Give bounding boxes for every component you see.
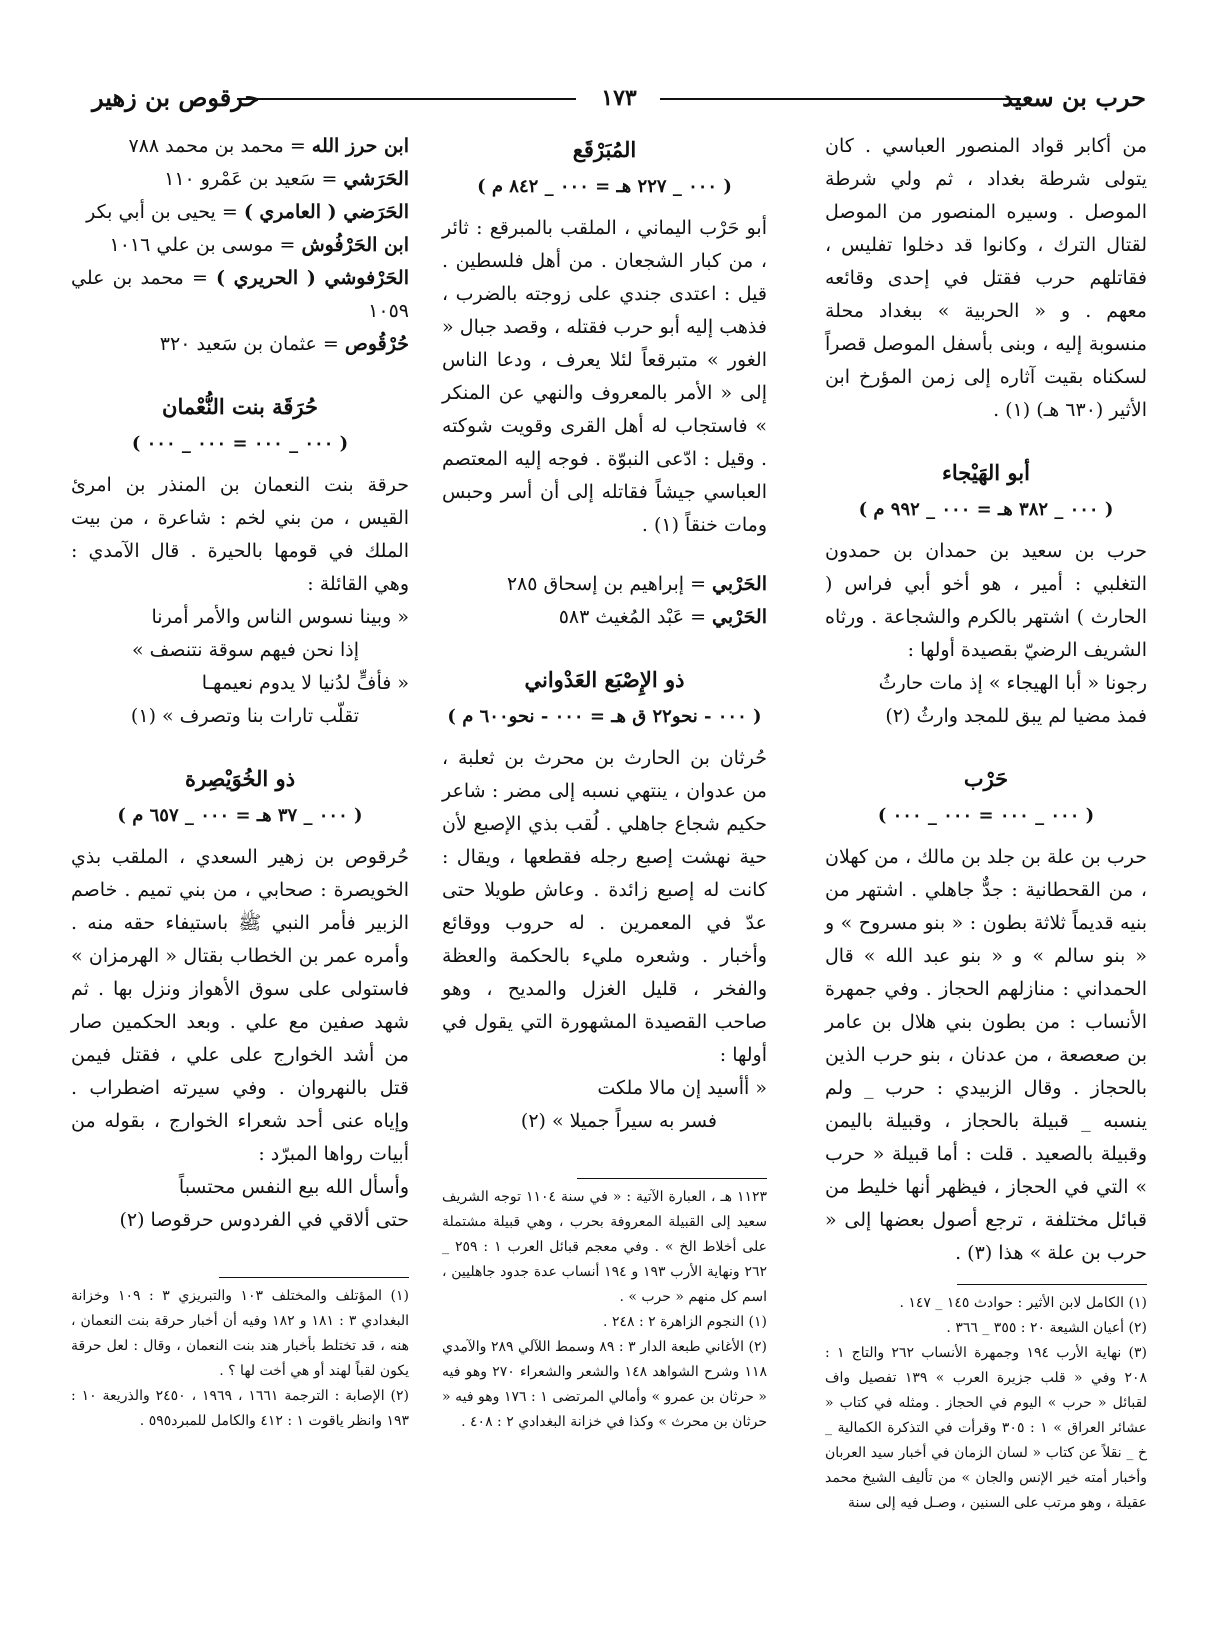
cross-reference: ابن حرز الله = محمد بن محمد ٧٨٨ — [128, 135, 409, 157]
reference-name: ابن حرز الله — [311, 135, 409, 157]
entry-text: حرقة بنت النعمان بن المنذر بن امرئ القيس ، من بني لخم : شاعرة ، من بيت الملك في قومها بالحيرة . قال الآمدي : وهي القائلة : — [71, 474, 409, 595]
running-header — [92, 78, 1146, 118]
verse-line: « وبينا نسوس الناس والأمر أمرنا — [151, 606, 409, 628]
footnote: (١) الكامل لابن الأثير : حوادث ١٤٥ _ ١٤٧ . — [899, 1295, 1147, 1311]
footnote: (٣) نهاية الأرب ١٩٤ وجمهرة الأنساب ٢٦٢ والتاج ١ : ٢٠٨ وفي « قلب جزيرة العرب » ١٣٩ تفصيل واف لقبائل « حرب » اليوم في الحجاز . ومثله في كتاب « عشائر العراق » ١ : ٣٠٥ وقرأت في التذكرة الكمالية _ خ _ نقلاً عن كتاب « لسان الزمان في أخبار سيد العربان وأخبار أمته خير الإنس والجان » من تأليف الشيخ محمد عقيلة ، وهو مرتب على السنين ، وصـل فيه إلى سنة — [825, 1345, 1148, 1511]
entry-title: ذو الإِصْبَع العَدْواني — [524, 667, 685, 692]
verse-line: وأسأل الله بيع النفس محتسباً — [178, 1176, 409, 1198]
entry-title: حُرَقَة بنت النُّعْمان — [162, 394, 318, 419]
verse-line: حتى ألاقي في الفردوس حرقوصا (٢) — [119, 1209, 409, 1231]
footnote: (٢) أعيان الشيعة ٢٠ : ٣٥٥ _ ٣٦٦ . — [946, 1320, 1147, 1336]
entry-title: حَرْب — [963, 766, 1009, 791]
verse-line: « أأسيد إن مالا ملكت — [597, 1077, 767, 1099]
verse-line: فسر به سيراً جميلا » (٢) — [520, 1110, 717, 1132]
reference-name: الحَرْبي — [712, 606, 767, 628]
cross-reference: الحَرَشي = سَعيد بن عَمْرو ١١٠ — [164, 168, 409, 190]
entry-dates: ( ٠٠٠ _ ٣٧ هـ = ٠٠٠ _ ٦٥٧ م ) — [117, 805, 363, 826]
entry-dates: ( ٠٠٠ _ ٣٨٢ هـ = ٠٠٠ _ ٩٩٢ م ) — [858, 499, 1114, 520]
footnote-rule — [577, 1178, 767, 1179]
entry-title: ذو الخُوَيْصِرة — [184, 766, 296, 791]
footnote: (١) النجوم الزاهرة ٢ : ٢٤٨ . — [603, 1314, 767, 1330]
cross-reference: الحَرْبي = عَبْد المُغيث ٥٨٣ — [558, 606, 767, 628]
entry-dates: ( ٠٠٠ _ ٠٠٠ = ٠٠٠ _ ٠٠٠ ) — [131, 433, 349, 454]
entry-dates: ( ٠٠٠ _ ٠٠٠ = ٠٠٠ _ ٠٠٠ ) — [877, 805, 1095, 826]
reference-name: ابن الحَرْفُوش — [301, 234, 409, 256]
entry-text: حرب بن سعيد بن حمدان بن حمدون التغلبي : أمير ، هو أخو أبي فراس ( الحارث ) اشتهر بالكرم والشجاعة . ورثاه الشريف الرضيّ بقصيدة أولها : — [825, 540, 1147, 661]
cross-reference: الحَرَضي ( العامري ) = يحيى بن أبي بكر — [86, 201, 409, 223]
page-number: ١٧٣ — [601, 85, 637, 111]
cross-reference: ابن الحَرْفُوش = موسى بن علي ١٠١٦ — [109, 234, 409, 256]
cross-reference: حُرْقُوص = عثمان بن سَعيد ٣٢٠ — [159, 333, 409, 355]
header-left-title: حرقوص بن زهير — [92, 83, 260, 112]
entry-title: المُبَرْقَع — [572, 137, 637, 162]
entry-dates: ( ٠٠٠ - نحو٢٢ ق هـ = ٠٠٠ - نحو٦٠٠ م ) — [447, 706, 762, 727]
entry-title: أبو الهَيْجاء — [942, 460, 1030, 485]
reference-name: الحَرْبي — [712, 573, 767, 595]
footnote-rule — [957, 1284, 1147, 1285]
reference-name: الحَرَضي ( العامري ) — [243, 201, 409, 223]
continued-paragraph: من أكابر قواد المنصور العباسي . كان يتولى شرطة بغداد ، ثم ولي شرطة الموصل . وسيره المنصور من الموصل لقتال الترك ، وكانوا قد دخلوا تفليس ، فقاتلهم حرب فقتل في إحدى وقائعه معهم . و « الحربية » ببغداد محلة منسوبة إليه ، وبنى بأسفل الموصل قصراً لسكناه بقيت آثاره إلى زمن المؤرخ ابن الأثير (٦٣٠ هـ) (١) . — [825, 135, 1147, 421]
verse-line: رجونا « أبا الهيجاء » إذ مات حارثُ — [878, 672, 1147, 694]
header-rule-left — [237, 98, 576, 100]
verse-line: تقلّب تارات بنا وتصرف » (١) — [130, 705, 359, 727]
reference-name: الحَرَشي — [343, 168, 409, 190]
footnote: ١١٢٣ هـ ، العبارة الآتية : « في سنة ١١٠٤ توجه الشريف سعيد إلى القبيلة المعروفة بحرب ، وهي قبيلة مشتملة على أخلاط الخ » . وفي معجم قبائل العرب ١ : ٢٥٩ _ ٢٦٢ ونهاية الأرب ١٩٣ و ١٩٤ أنساب عدة جدود جاهليين ، اسم كل منهم « حرب » . — [442, 1189, 768, 1305]
header-right-title: حرب بن سعيد — [1002, 83, 1146, 112]
column-left — [71, 130, 409, 1630]
header-rule-right — [660, 98, 1021, 100]
reference-name: الحَرْفوشي ( الحريري ) — [216, 267, 409, 289]
entry-dates: ( ٠٠٠ _ ٢٢٧ هـ = ٠٠٠ _ ٨٤٢ م ) — [477, 176, 732, 197]
footnote: (٢) الإصابة : الترجمة ١٦٦١ ، ١٩٦٩ ، ٢٤٥٠ والذريعة ١٠ : ١٩٣ وانظر ياقوت ١ : ٤١٢ والكامل للمبرد٥٩٥ . — [71, 1388, 409, 1429]
footnote: (١) المؤتلف والمختلف ١٠٣ والتبريزي ٣ : ١٠٩ وخزانة البغدادي ٣ : ١٨١ و ١٨٢ وفيه أن أخبار حرقة بنت النعمان ، هنه ، قد تختلط بأخبار هند بنت النعمان ، وقال : لعل حرقة يكون لقباً لهند أو هي أخت لها ؟ . — [71, 1288, 409, 1379]
column-right — [825, 130, 1147, 1630]
verse-line: « فأفٍّ لدُنيا لا يدوم نعيمهـا — [201, 672, 409, 694]
footnote-rule — [219, 1277, 409, 1278]
entry-text: أبو حَرْب اليماني ، الملقب بالمبرقع : ثائر ، من كبار الشجعان . من أهل فلسطين . قيل : اعتدى جندي على زوجته بالضرب ، فذهب إليه أبو حرب فقتله ، وقصد جبال « الغور » متبرقعاً لئلا يعرف ، ودعا الناس إلى « الأمر بالمعروف والنهي عن المنكر » فاستجاب له أهل القرى وقويت شوكته . وقيل : ادّعى النبوّة . فوجه إليه المعتصم العباسي جيشاً فقاتله إلى أن أسر وحبس ومات خنقاً (١) . — [442, 217, 767, 536]
entry-text: حُرقوص بن زهير السعدي ، الملقب بذي الخويصرة : صحابي ، من بني تميم . خاصم الزبير فأمر النبي ﷺ باستيفاء حقه منه . وأمره عمر بن الخطاب بقتال « الهرمزان » فاستولى على سوق الأهواز ونزل بها . ثم شهد صفين مع علي . وبعد الحكمين صار من أشد الخوارج على علي ، فقتل فيمن قتل بالنهروان . وفي سيرته اضطراب . وإياه عنى أحد شعراء الخوارج ، بقوله من أبيات رواها المبرّد : — [71, 846, 409, 1165]
reference-name: حُرْقُوص — [344, 333, 409, 355]
column-middle — [442, 130, 767, 1630]
verse-line: إذا نحن فيهم سوقة نتنصف » — [132, 639, 359, 661]
entry-text: حُرثان بن الحارث بن محرث بن ثعلبة ، من عدوان ، ينتهي نسبه إلى مضر : شاعر حكيم شجاع جاهلي . لُقب بذي الإصبع لأن حية نهشت إصبع رجله فقطعها ، ويقال : كانت له إصبع زائدة . وعاش طويلا حتى عدّ في المعمرين . له حروب ووقائع وأخبار . وشعره مليء بالحكمة والعظة والفخر ، قليل الغزل والمديح ، وهو صاحب القصيدة المشهورة التي يقول في أولها : — [442, 747, 767, 1066]
entry-text: حرب بن علة بن جلد بن مالك ، من كهلان ، من القحطانية : جدٌّ جاهلي . اشتهر من بنيه قديماً ثلاثة بطون : « بنو مسروح » و « بنو سالم » و « بنو عبد الله » قال الحمداني : منازلهم الحجاز . وفي جمهرة الأنساب : من بطون بني هلال بن عامر بن صعصعة ، من عدنان ، بنو حرب الذين بالحجاز . وقال الزبيدي : حرب _ ولم ينسبه _ قبيلة بالحجاز ، وقبيلة باليمن وقبيلة بالصعيد . قلت : أما قبيلة « حرب » التي في الحجاز ، فيظهر أنها خليط من قبائل مختلفة ، ترجع أصول بعضها إلى « حرب بن علة » هذا (٣) . — [825, 846, 1147, 1264]
cross-reference: الحَرْبي = إبراهيم بن إسحاق ٢٨٥ — [506, 573, 767, 595]
footnote: (٢) الأغاني طبعة الدار ٣ : ٨٩ وسمط اللآلي ٢٨٩ والآمدي ١١٨ وشرح الشواهد ١٤٨ والشعر والشعراء ٢٧٠ وهو فيه « حرثان بن عمرو » وأمالي المرتضى ١ : ١٧٦ وهو فيه « حرثان بن محرث » وكذا في خزانة البغدادي ٢ : ٤٠٨ . — [442, 1339, 768, 1430]
cross-reference: الحَرْفوشي ( الحريري ) = محمد بن علي ١٠٥٩ — [71, 267, 409, 322]
verse-line: فمذ مضيا لم يبق للمجد وارثُ (٢) — [885, 705, 1147, 727]
